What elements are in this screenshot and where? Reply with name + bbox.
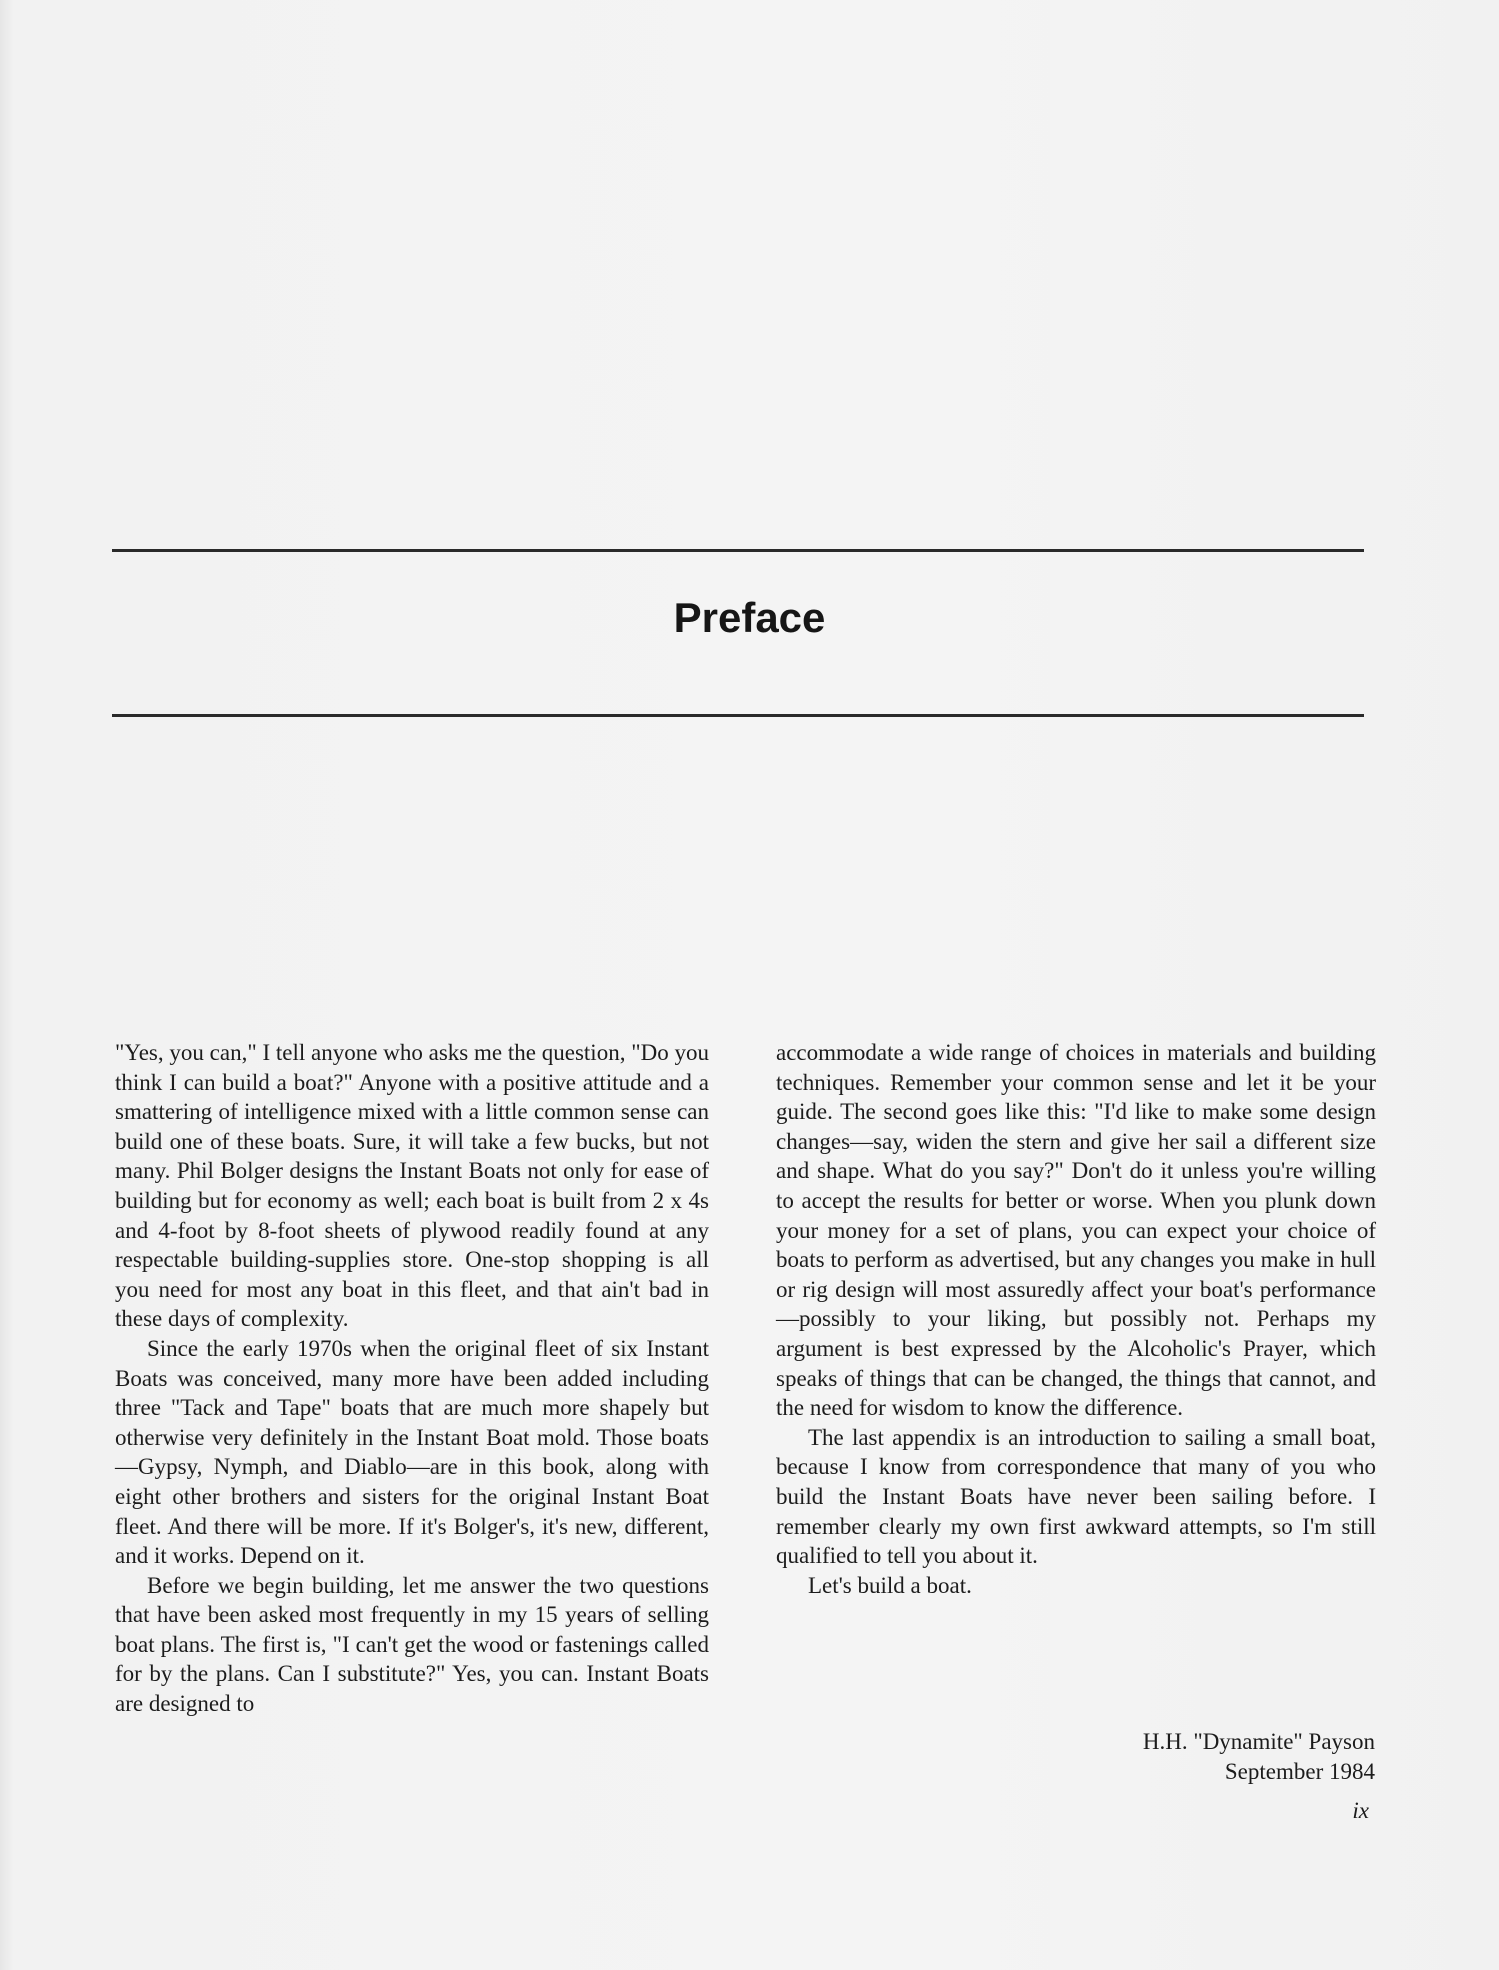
paragraph: accommodate a wide range of choices in materials and building techniques. Remember your common sense and let it be your guide. The second goes like this: "I'd like to make some design changes—say, widen the stern and give her sail a different size and shape. What do you say?" Don't do it unless you're willing to accept the results for better or worse. When you plunk down your money for a set of plans, you can expect your choice of boats to perform as advertised, but any changes you make in hull or rig design will most assuredly affect your boat's performance—possibly to your liking, but possibly not. Perhaps my argument is best expressed by the Alcoholic's Prayer, which speaks of things that can be changed, the things that cannot, and the need for wisdom to know the difference. [776, 1040, 1376, 1421]
paragraph: "Yes, you can," I tell anyone who asks me the question, "Do you think I can build a boat?" Anyone with a positive attitude and a smattering of intelligence mixed with a little common sense can build one of these boats. Sure, it will take a few bucks, but not many. Phil Bolger designs the Instant Boats not only for ease of building but for economy as well; each boat is built from 2 x 4s and 4-foot by 8-foot sheets of plywood readily found at any respectable building-supplies store. One-stop shopping is all you need for most any boat in this fleet, and that ain't bad in these days of complexity. [115, 1040, 709, 1332]
bottom-rule [112, 714, 1364, 717]
author-name: H.H. "Dynamite" Payson [1142, 1729, 1375, 1754]
paragraph: The last appendix is an introduction to sailing a small boat, because I know from correspondence that many of you who build the Instant Boats have never been sailing before. I remember clearly my own first awkward attempts, so I'm still qualified to tell you about it. [776, 1424, 1376, 1569]
paragraph: Since the early 1970s when the original fleet of six Instant Boats was conceived, many more have been added including three "Tack and Tape" boats that are much more shapely but otherwise very definitely in the Instant Boat mold. Those boats—Gypsy, Nymph, and Diablo—are in this book, along with eight other brothers and sisters for the original Instant Boat fleet. And there will be more. If it's Bolger's, it's new, different, and it works. Depend on it. [115, 1335, 709, 1569]
paragraph: Let's build a boat. [808, 1572, 972, 1598]
page-number: ix [1352, 1798, 1369, 1823]
right-column [776, 1038, 1376, 1600]
page-title: Preface [673, 594, 826, 641]
top-rule [112, 549, 1364, 552]
signature-block [1143, 1727, 1375, 1786]
signature-date: September 1984 [1224, 1758, 1375, 1784]
paragraph: Before we begin building, let me answer the two questions that have been asked most frequently in my 15 years of selling boat plans. The first is, "I can't get the wood or fastenings called for by the plans. Can I substitute?" Yes, you can. Instant Boats are designed to [115, 1572, 709, 1717]
left-column [115, 1038, 709, 1719]
